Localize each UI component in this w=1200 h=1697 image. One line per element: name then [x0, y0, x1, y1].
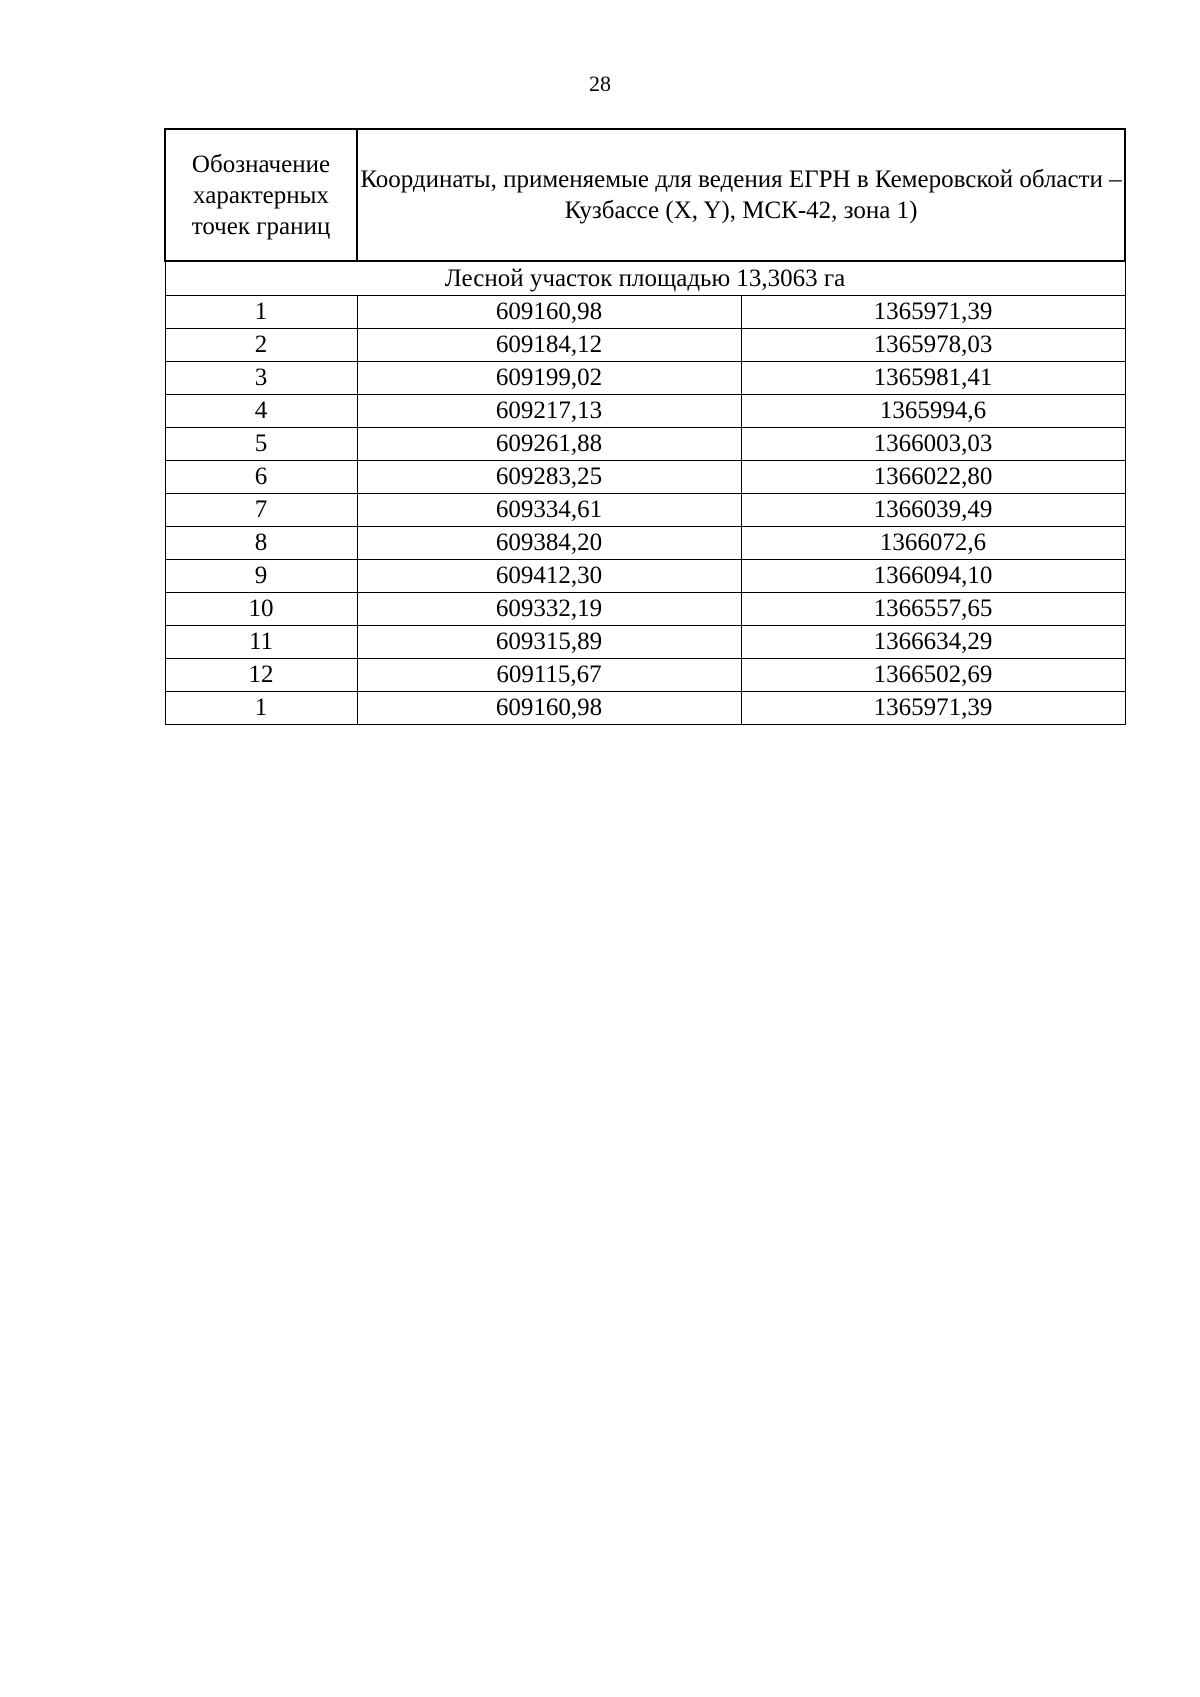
x-coordinate-cell: 609332,19 [357, 593, 741, 626]
y-coordinate-cell: 1366094,10 [741, 560, 1125, 593]
y-coordinate-cell: 1366502,69 [741, 659, 1125, 692]
y-coordinate-cell: 1366022,80 [741, 461, 1125, 494]
point-cell: 7 [165, 494, 357, 527]
table-row [165, 692, 1125, 725]
x-coordinate-cell: 609160,98 [357, 296, 741, 329]
point-cell: 3 [165, 362, 357, 395]
y-coordinate-cell: 1366634,29 [741, 626, 1125, 659]
table-row [165, 560, 1125, 593]
y-coordinate-cell: 1365971,39 [741, 296, 1125, 329]
x-coordinate-cell: 609160,98 [357, 692, 741, 725]
x-coordinate-cell: 609412,30 [357, 560, 741, 593]
x-coordinate-cell: 609115,67 [357, 659, 741, 692]
section-title: Лесной участок площадью 13,3063 га [165, 261, 1125, 296]
x-coordinate-cell: 609315,89 [357, 626, 741, 659]
point-cell: 6 [165, 461, 357, 494]
point-cell: 4 [165, 395, 357, 428]
y-coordinate-cell: 1365978,03 [741, 329, 1125, 362]
table-row [165, 527, 1125, 560]
point-cell: 2 [165, 329, 357, 362]
table-row [165, 329, 1125, 362]
x-coordinate-cell: 609184,12 [357, 329, 741, 362]
x-coordinate-cell: 609217,13 [357, 395, 741, 428]
point-cell: 1 [165, 296, 357, 329]
y-coordinate-cell: 1366557,65 [741, 593, 1125, 626]
table-row [165, 593, 1125, 626]
header-coordinates: Координаты, применяемые для ведения ЕГРН в Кемеровской области – Кузбассе (X, Y), МСК-42, зона 1) [357, 129, 1125, 261]
point-cell: 12 [165, 659, 357, 692]
x-coordinate-cell: 609199,02 [357, 362, 741, 395]
y-coordinate-cell: 1366039,49 [741, 494, 1125, 527]
table-row [165, 494, 1125, 527]
y-coordinate-cell: 1366072,6 [741, 527, 1125, 560]
point-cell: 9 [165, 560, 357, 593]
point-cell: 1 [165, 692, 357, 725]
table-row [165, 461, 1125, 494]
y-coordinate-cell: 1366003,03 [741, 428, 1125, 461]
table-row [165, 362, 1125, 395]
point-cell: 10 [165, 593, 357, 626]
x-coordinate-cell: 609283,25 [357, 461, 741, 494]
header-point-designation: Обозначение характерных точек границ [165, 129, 357, 261]
y-coordinate-cell: 1365981,41 [741, 362, 1125, 395]
point-cell: 8 [165, 527, 357, 560]
table-row [165, 428, 1125, 461]
x-coordinate-cell: 609384,20 [357, 527, 741, 560]
point-cell: 11 [165, 626, 357, 659]
section-row [165, 261, 1125, 296]
table-header-row [165, 129, 1125, 261]
coordinates-table [164, 128, 1126, 725]
y-coordinate-cell: 1365994,6 [741, 395, 1125, 428]
table-row [165, 395, 1125, 428]
table-row [165, 626, 1125, 659]
table-row [165, 659, 1125, 692]
point-cell: 5 [165, 428, 357, 461]
y-coordinate-cell: 1365971,39 [741, 692, 1125, 725]
x-coordinate-cell: 609334,61 [357, 494, 741, 527]
x-coordinate-cell: 609261,88 [357, 428, 741, 461]
page-number: 28 [589, 71, 611, 96]
table-body [165, 261, 1125, 725]
table-row [165, 296, 1125, 329]
